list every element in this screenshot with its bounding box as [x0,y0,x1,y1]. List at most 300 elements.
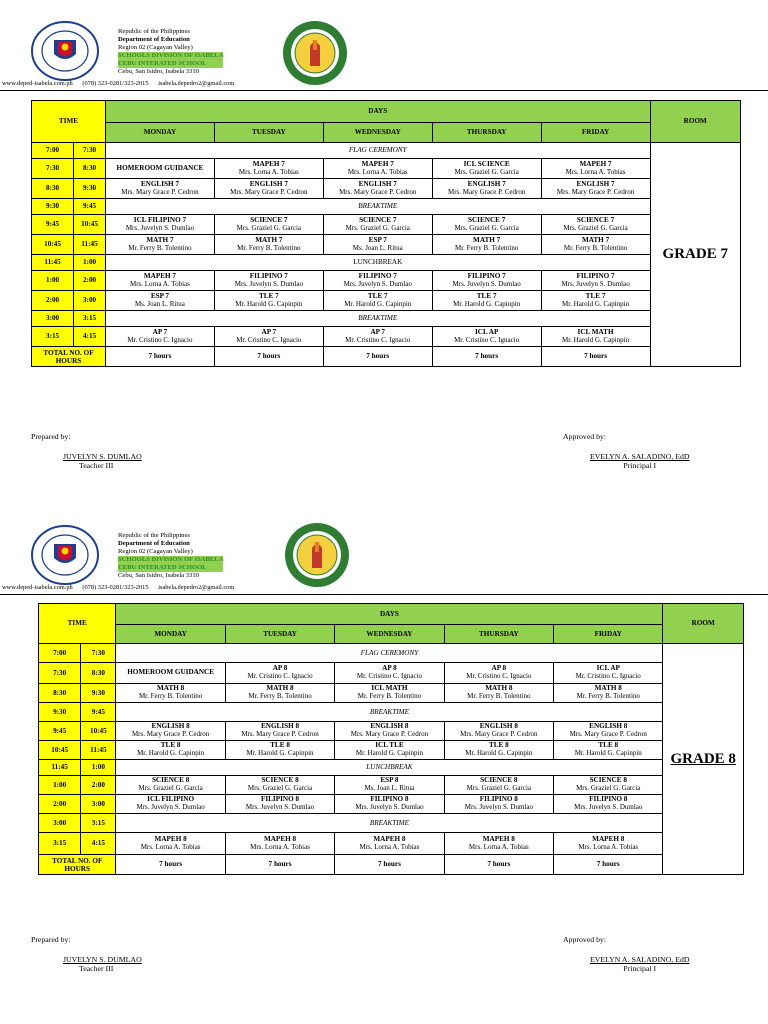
teacher-name: Mrs. Lorna A. Tobias [347,167,408,176]
schedule-cell [541,235,650,255]
subject-name: AP 7 [152,327,168,336]
teacher-name: Mr. Harold G. Capinpin [465,749,533,757]
schedule-cell [225,684,334,703]
start-time: 10:45 [32,235,74,255]
teacher-name: Mr. Harold G. Capinpin [137,749,205,757]
teacher-name: Mr. Harold G. Capinpin [562,335,630,344]
table-row [32,291,741,311]
approver-name: EVELYN A. SALADINO, EdD [590,955,690,964]
span-activity: BREAKTIME [105,199,650,215]
subject-name: ENGLISH 8 [589,722,628,731]
hours-cell: 7 hours [225,855,334,875]
span-activity: FLAG CEREMONY [116,644,663,663]
schedule-cell [214,271,323,291]
schedule-cell [335,795,444,814]
start-time: 10:45 [39,741,81,760]
subject-name: AP 8 [382,664,397,673]
teacher-name: Mr. Harold G. Capinpin [355,749,423,757]
table-row [32,159,741,179]
subject-name: MAPEH 8 [263,834,297,843]
end-time: 9:30 [81,684,116,703]
subject-name: MATH 7 [255,235,283,244]
subject-name: AP 7 [261,327,277,336]
subject-name: MAPEH 8 [154,834,187,843]
deped-seal-logo [30,20,100,82]
teacher-name: Mr. Ferry B. Tolentino [357,692,422,700]
teacher-name: Mr. Ferry B. Tolentino [454,243,519,252]
schedule-cell [323,159,432,179]
approved-by-label: Approved by: [563,935,607,944]
schedule-cell [554,663,663,684]
school-line: CEBU INTERATED SCHOOL [118,564,223,572]
subject-name: FILIPINO 7 [249,271,288,280]
teacher-name: Mrs. Graziel G. Garcia [454,223,519,232]
start-time: 3:15 [32,327,74,347]
subject-name: TLE 8 [160,741,181,750]
start-time: 2:00 [32,291,74,311]
schedule-cell [116,684,225,703]
schedule-cell [225,741,334,760]
subject-name: TLE 7 [476,291,497,300]
schedule-cell [105,235,214,255]
span-activity: BREAKTIME [105,311,650,327]
start-time: 11:45 [39,760,81,776]
teacher-name: Mrs. Juvelyn S. Dumlao [561,279,630,288]
republic-line: Republic of the Philippines [118,532,190,539]
end-time: 4:15 [81,833,116,855]
end-time: 11:45 [74,235,106,255]
approver-block [590,452,690,470]
start-time: 9:30 [39,703,81,722]
subject-name: HOMEROOM GUIDANCE [127,668,215,677]
schedule-cell [335,722,444,741]
subject-name: TLE 7 [258,291,279,300]
header-row [39,604,744,625]
table-row [39,703,744,722]
email-text: isabela.depedro2@gmail.com [158,80,235,87]
teacher-name: Mrs. Mary Grace P. Cedron [339,187,417,196]
teacher-name: Mrs. Juvelyn S. Dumlao [452,279,521,288]
teacher-name: Mrs. Mary Grace P. Cedron [241,730,319,738]
start-time: 9:45 [39,722,81,741]
prepared-by-label: Prepared by: [31,432,71,441]
day-header-tuesday: TUESDAY [214,123,323,143]
teacher-name: Mr. Cristino C. Ignacio [247,672,313,680]
teacher-name: Mrs. Mary Grace P. Cedron [131,730,210,738]
hours-cell: 7 hours [432,347,541,367]
teacher-name: Mrs. Lorna A. Tobias [250,842,310,851]
subject-name: FILIPINO 7 [358,271,397,280]
start-time: 7:00 [39,644,81,663]
teacher-name: Mrs. Juvelyn S. Dumlao [574,803,643,811]
teacher-name: Ms. Joan L. Ritua [134,299,185,308]
table-row [39,741,744,760]
end-time: 8:30 [81,663,116,684]
days-header: DAYS [116,604,663,625]
teacher-name: Mrs. Mary Grace P. Cedron [121,187,199,196]
preparer-title: Teacher III [79,461,114,470]
table-row [32,143,741,159]
republic-line: Republic of the Philippines [118,28,190,35]
teacher-name: Mr. Cristino C. Ignacio [454,335,520,344]
hours-cell: 7 hours [214,347,323,367]
schedule-cell [105,215,214,235]
schedule-cell [116,833,225,855]
teacher-name: Mr. Ferry B. Tolentino [128,243,192,252]
schedule-table [38,603,744,875]
schedule-cell [214,159,323,179]
teacher-name: Mr. Cristino C. Ignacio [127,335,193,344]
end-time: 1:00 [81,760,116,776]
schedule-cell [432,271,541,291]
teacher-name: Mrs. Graziel G. Garcia [345,223,410,232]
schedule-cell [444,722,553,741]
subject-name: MATH 8 [594,684,622,693]
subject-name: MATH 7 [146,235,174,244]
region-line: Region 02 (Cagayan Valley) [118,548,193,556]
teacher-name: Mrs. Graziel G. Garcia [454,167,519,176]
phone-text: (078) 323-0281/323-2015 [82,80,149,87]
schedule-cell [323,327,432,347]
subject-name: MAPEH 8 [592,834,625,843]
schedule-cell [335,776,444,795]
schedule-cell [541,215,650,235]
table-row [32,311,741,327]
schedule-cell [554,795,663,814]
hours-cell: 7 hours [116,855,225,875]
day-header-wednesday: WEDNESDAY [335,625,444,644]
contact-line [2,80,242,87]
teacher-name: Mrs. Graziel G. Garcia [247,784,313,792]
teacher-name: Mrs. Graziel G. Garcia [576,784,641,792]
end-time: 11:45 [81,741,116,760]
schedule-cell [335,684,444,703]
day-header-thursday: THURSDAY [444,625,553,644]
span-activity: LUNCHBREAK [105,255,650,271]
subject-name: MATH 8 [485,684,513,693]
teacher-name: Mrs. Juvelyn S. Dumlao [355,803,424,811]
teacher-name: Mr. Cristino C. Ignacio [356,672,422,680]
address-line: Cebu, San Isidro, Isabela 3310 [118,68,199,76]
subject-name: ESP 8 [380,776,399,785]
subject-name: MAPEH 8 [482,834,515,843]
teacher-name: Ms. Joan L. Ritua [352,243,403,252]
subject-name: SCIENCE 8 [589,776,627,785]
teacher-name: Mrs. Lorna A. Tobias [565,167,626,176]
schedule-cell [541,327,650,347]
total-hours-label: TOTAL NO. OF HOURS [32,347,106,367]
schedule-cell [323,179,432,199]
schedule-cell [541,159,650,179]
schedule-cell [541,271,650,291]
teacher-name: Mr. Cristino C. Ignacio [575,672,641,680]
schedule-cell [335,833,444,855]
start-time: 9:30 [32,199,74,215]
end-time: 7:30 [74,143,106,159]
hours-cell: 7 hours [323,347,432,367]
subject-name: MATH 7 [581,235,610,244]
subject-name: ICL TLE [375,741,404,750]
day-header-tuesday: TUESDAY [225,625,334,644]
website-text: www.deped-isabela.com.ph [2,80,73,87]
teacher-name: Mrs. Juvelyn S. Dumlao [343,279,412,288]
subject-name: SCIENCE 8 [261,776,299,785]
school-line: CEBU INTERATED SCHOOL [118,60,223,68]
schedule-cell [432,291,541,311]
subject-name: ENGLISH 8 [479,722,518,731]
approver-block [590,955,690,973]
email-text: isabela.depedro2@gmail.com [158,584,235,591]
teacher-name: Mrs. Graziel G. Garcia [236,223,302,232]
schedule-cell [444,663,553,684]
schedule-cell [444,795,553,814]
prepared-by-label: Prepared by: [31,935,71,944]
schedule-cell [432,179,541,199]
subject-name: ICL FILIPINO [147,795,195,804]
teacher-name: Mr. Ferry B. Tolentino [467,692,531,700]
start-time: 11:45 [32,255,74,271]
teacher-name: Mrs. Lorna A. Tobias [238,167,299,176]
teacher-name: Mrs. Mary Grace P. Cedron [556,187,635,196]
teacher-name: Mr. Ferry B. Tolentino [563,243,628,252]
end-time: 9:30 [74,179,106,199]
subject-name: FILIPINO 8 [370,795,409,804]
subject-name: ENGLISH 7 [467,179,506,188]
start-time: 8:30 [39,684,81,703]
end-time: 8:30 [74,159,106,179]
table-row [32,235,741,255]
teacher-name: Mrs. Graziel G. Garcia [466,784,532,792]
schedule-cell [105,271,214,291]
day-header-thursday: THURSDAY [432,123,541,143]
division-line: SCHOOLS DIVISION OF ISABELA [118,556,224,564]
teacher-name: Mr. Cristino C. Ignacio [236,335,302,344]
total-row [32,347,741,367]
approver-name: EVELYN A. SALADINO, EdD [590,452,690,461]
subject-name: MAPEH 7 [252,159,285,168]
schedule-cell [554,833,663,855]
end-time: 1:00 [74,255,106,271]
teacher-name: Mrs. Juvelyn S. Dumlao [234,279,303,288]
subject-name: MAPEH 7 [143,271,176,280]
days-header: DAYS [105,101,650,123]
table-row [39,663,744,684]
day-header-monday: MONDAY [105,123,214,143]
preparer-block [63,452,142,470]
subject-name: ENGLISH 8 [151,722,190,731]
span-activity: BREAKTIME [116,814,663,833]
table-row [32,255,741,271]
subject-name: TLE 7 [367,291,388,300]
subject-name: ICL MATH [577,327,614,336]
room-header: ROOM [663,604,744,644]
schedule-cell [432,215,541,235]
header-row [32,101,741,123]
schedule-cell [225,795,334,814]
schedule-cell [554,741,663,760]
table-row [39,684,744,703]
span-activity: BREAKTIME [116,703,663,722]
schedule-cell [116,722,225,741]
subject-name: AP 8 [272,664,288,673]
day-names-row [32,123,741,143]
department-line: Department of Education [118,36,190,44]
span-activity: FLAG CEREMONY [105,143,650,159]
subject-name: ENGLISH 8 [260,722,300,731]
subject-name: ESP 7 [150,291,170,300]
schedule-section-grade8 [0,500,768,1024]
hours-cell: 7 hours [541,347,650,367]
teacher-name: Mrs. Lorna A. Tobias [130,279,190,288]
table-row [32,327,741,347]
table-row [39,814,744,833]
end-time: 3:00 [81,795,116,814]
end-time: 10:45 [74,215,106,235]
day-header-friday: FRIDAY [554,625,663,644]
preparer-title: Teacher III [79,964,114,973]
subject-name: FILIPINO 7 [576,271,615,280]
schedule-cell [214,235,323,255]
subject-name: TLE 7 [585,291,606,300]
end-time: 4:15 [74,327,106,347]
teacher-name: Mr. Cristino C. Ignacio [466,672,532,680]
end-time: 3:00 [74,291,106,311]
letterhead-text [118,532,223,581]
start-time: 3:00 [39,814,81,833]
schedule-cell [116,795,225,814]
approver-title: Principal I [623,461,657,470]
schedule-cell [335,741,444,760]
approver-title: Principal I [623,964,657,973]
table-row [32,179,741,199]
schedule-cell [116,663,225,684]
teacher-name: Mr. Harold G. Capinpin [344,299,412,308]
schedule-cell [105,159,214,179]
teacher-name: Mr. Ferry B. Tolentino [576,692,640,700]
header-divider [0,90,768,91]
schedule-cell [444,776,553,795]
subject-name: SCIENCE 8 [151,776,190,785]
end-time: 10:45 [81,722,116,741]
schedule-cell [335,663,444,684]
span-activity: LUNCHBREAK [116,760,663,776]
subject-name: TLE 8 [488,741,509,750]
schedule-cell [541,291,650,311]
teacher-name: Mr. Harold G. Capinpin [235,299,303,308]
deped-seal-logo [30,524,100,586]
preparer-name: JUVELYN S. DUMLAO [63,955,142,964]
preparer-name: JUVELYN S. DUMLAO [63,452,142,461]
subject-name: FILIPINO 8 [260,795,300,804]
table-row [32,215,741,235]
schedule-cell [444,833,553,855]
teacher-name: Mrs. Mary Grace P. Cedron [447,187,526,196]
table-row [39,644,744,663]
teacher-name: Mr. Ferry B. Tolentino [237,243,301,252]
teacher-name: Mrs. Juvelyn S. Dumlao [125,223,195,232]
subject-name: SCIENCE 7 [467,215,506,224]
teacher-name: Mrs. Lorna A. Tobias [578,842,639,851]
table-row [39,833,744,855]
subject-name: MATH 7 [473,235,501,244]
approved-by-label: Approved by: [563,432,607,441]
room-name: GRADE 7 [650,143,740,367]
teacher-name: Mrs. Lorna A. Tobias [468,842,529,851]
schedule-cell [105,179,214,199]
header-divider [0,594,768,595]
teacher-name: Mr. Ferry B. Tolentino [248,692,312,700]
start-time: 2:00 [39,795,81,814]
schedule-cell [323,291,432,311]
subject-name: AP 8 [491,664,507,673]
end-time: 9:45 [74,199,106,215]
start-time: 7:30 [32,159,74,179]
start-time: 7:30 [39,663,81,684]
total-row [39,855,744,875]
subject-name: ICL AP [474,327,499,336]
teacher-name: Mr. Ferry B. Tolentino [138,692,203,700]
schedule-cell [225,776,334,795]
subject-name: TLE 8 [598,741,619,750]
hours-cell: 7 hours [105,347,214,367]
letterhead-text [118,28,223,77]
table-row [39,722,744,741]
teacher-name: Mrs. Juvelyn S. Dumlao [136,803,205,811]
schedule-cell [214,291,323,311]
subject-name: ICL SCIENCE [463,159,510,168]
schedule-cell [214,327,323,347]
day-header-friday: FRIDAY [541,123,650,143]
subject-name: SCIENCE 7 [250,215,288,224]
schedule-cell [444,741,553,760]
start-time: 1:00 [39,776,81,795]
schedule-cell [432,235,541,255]
subject-name: SCIENCE 7 [576,215,615,224]
subject-name: MAPEH 8 [373,834,406,843]
start-time: 3:15 [39,833,81,855]
address-line: Cebu, San Isidro, Isabela 3310 [118,572,199,580]
preparer-block [63,955,142,973]
room-name: GRADE 8 [663,644,744,875]
division-seal-logo [280,20,350,86]
hours-cell: 7 hours [335,855,444,875]
schedule-cell [432,327,541,347]
subject-name: ENGLISH 7 [358,179,397,188]
schedule-cell [214,215,323,235]
subject-name: ENGLISH 7 [140,179,180,188]
start-time: 3:00 [32,311,74,327]
subject-name: FILIPINO 7 [467,271,506,280]
table-row [39,795,744,814]
schedule-cell [116,741,225,760]
schedule-cell [554,776,663,795]
hours-cell: 7 hours [444,855,553,875]
subject-name: SCIENCE 7 [359,215,397,224]
teacher-name: Mrs. Mary Grace P. Cedron [350,730,429,738]
schedule-cell [541,179,650,199]
day-header-monday: MONDAY [116,625,225,644]
division-line: SCHOOLS DIVISION OF ISABELA [118,52,224,60]
total-hours-label: TOTAL NO. OF HOURS [39,855,116,875]
division-seal-logo [282,522,352,588]
subject-name: SCIENCE 8 [480,776,518,785]
website-text: www.deped-isabela.com.ph [2,584,73,591]
subject-name: AP 7 [370,327,386,336]
schedule-section-grade7 [0,0,768,480]
region-line: Region 02 (Cagayan Valley) [118,44,193,52]
subject-name: TLE 8 [270,741,290,750]
end-time: 2:00 [74,271,106,291]
